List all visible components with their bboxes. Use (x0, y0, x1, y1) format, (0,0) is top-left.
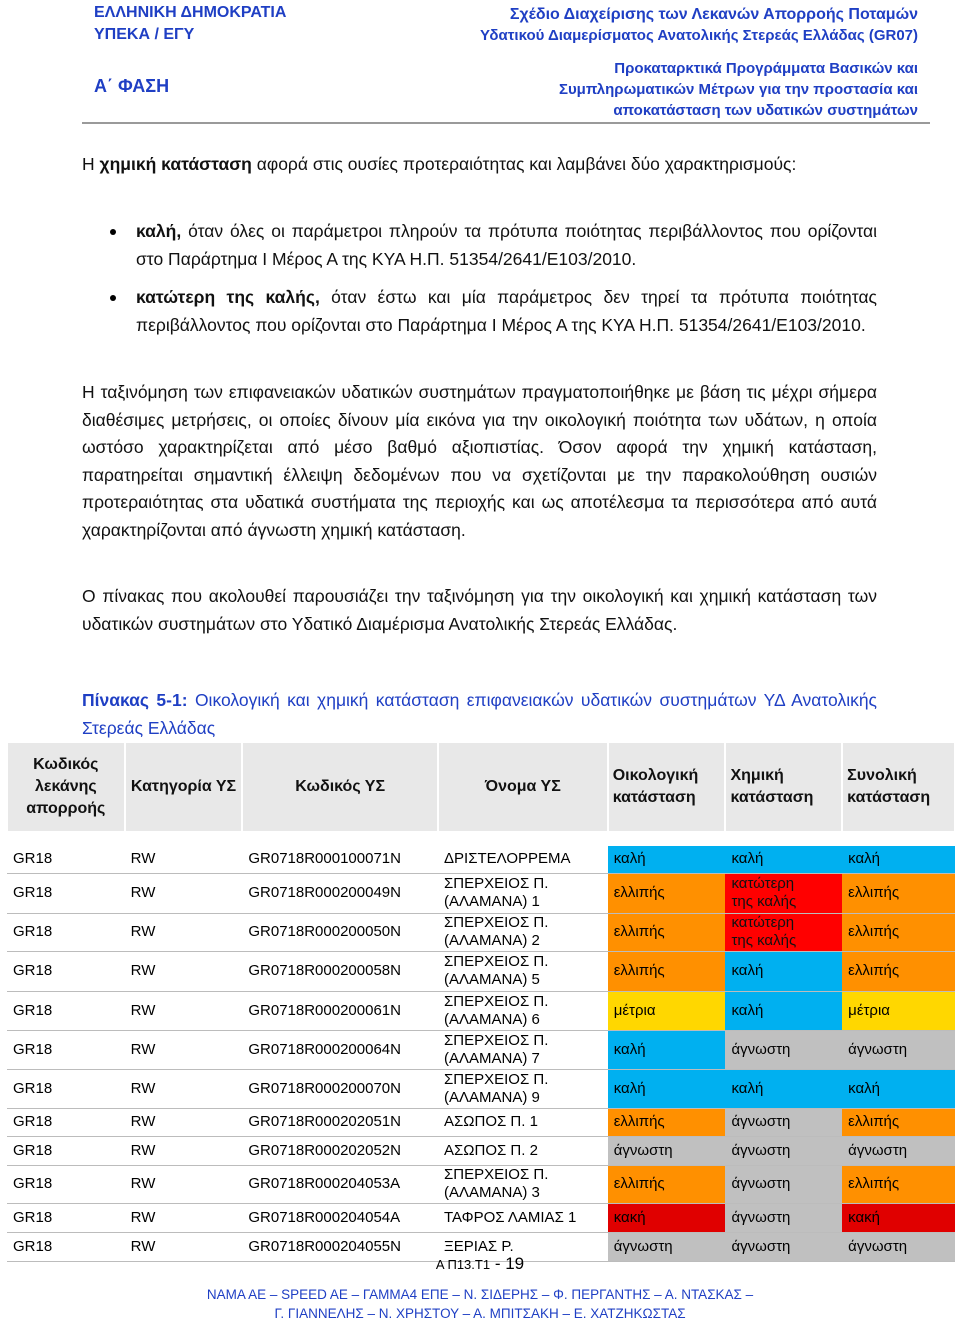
cell-ecological-status: ελλιπής (608, 913, 726, 951)
table-header-row (7, 742, 955, 832)
cell-category: RW (125, 873, 243, 913)
header-divider (82, 122, 930, 124)
col-header-name: Όνομα ΥΣ (438, 742, 608, 832)
table-row (7, 873, 955, 913)
col-header-code: Κωδικός ΥΣ (242, 742, 438, 832)
table-caption: Πίνακας 5-1: Οικολογική και χημική κατάσταση επιφανειακών υδατικών συστημάτων ΥΔ Ανατολικής Στερεάς Ελλάδας (82, 690, 877, 738)
table-row (7, 951, 955, 991)
col-header-ecological: Οικολογική κατάσταση (608, 742, 726, 832)
page-number: Α Π13.Τ1 - 19 (435, 1254, 525, 1273)
cell-basin-code: GR18 (7, 1232, 125, 1261)
cell-water-body-name: ΤΑΦΡΟΣ ΛΑΜΙΑΣ 1 (438, 1203, 608, 1232)
cell-water-body-code: GR0718R000200061N (242, 991, 438, 1030)
status-table (6, 741, 956, 1262)
cell-overall-status: άγνωστη (842, 1136, 955, 1165)
table-row (7, 913, 955, 951)
header-plan-title: Σχέδιο Διαχείρισης των Λεκανών Απορροής Ποταμών (509, 6, 918, 23)
cell-water-body-code: GR0718R000200049N (242, 873, 438, 913)
cell-chemical-status: άγνωστη (725, 1030, 842, 1069)
cell-basin-code: GR18 (7, 873, 125, 913)
header-ministry: ΥΠΕΚΑ / ΕΓΥ (94, 26, 195, 43)
table-row (7, 1165, 955, 1203)
cell-water-body-name: ΑΣΩΠΟΣ Π. 1 (438, 1108, 608, 1136)
header-phase: Α΄ ΦΑΣΗ (94, 76, 170, 96)
cell-category: RW (125, 1203, 243, 1232)
header-section-title: Προκαταρκτικά Προγράμματα Βασικών και Συμπληρωματικών Μέτρων για την προστασία και αποκατάσταση των υδατικών συστημάτων (558, 60, 918, 119)
cell-category: RW (125, 951, 243, 991)
cell-water-body-name: ΔΡΙΣΤΕΛΟΡΡΕΜΑ (438, 846, 608, 873)
cell-chemical-status: καλή (725, 951, 842, 991)
cell-category: RW (125, 1232, 243, 1261)
cell-water-body-code: GR0718R000100071N (242, 846, 438, 873)
cell-water-body-name: ΑΣΩΠΟΣ Π. 2 (438, 1136, 608, 1165)
cell-overall-status: καλή (842, 1069, 955, 1108)
cell-basin-code: GR18 (7, 1108, 125, 1136)
cell-overall-status: μέτρια (842, 991, 955, 1030)
cell-chemical-status: καλή (725, 1069, 842, 1108)
footer-authors-line1: ΝΑΜΑ ΑΕ – SPEED AE – ΓΑΜΜΑ4 ΕΠΕ – Ν. ΣΙΔΕΡΗΣ – Φ. ΠΕΡΓΑΝΤΗΣ – Α. ΝΤΑΣΚΑΣ – (206, 1287, 754, 1302)
cell-chemical-status: άγνωστη (725, 1136, 842, 1165)
cell-chemical-status: κατώτερη της καλής (725, 873, 842, 913)
col-header-overall: Συνολική κατάσταση (842, 742, 955, 832)
cell-overall-status: ελλιπής (842, 913, 955, 951)
col-header-category: Κατηγορία ΥΣ (125, 742, 243, 832)
page-header (82, 0, 930, 124)
cell-basin-code: GR18 (7, 991, 125, 1030)
cell-overall-status: ελλιπής (842, 873, 955, 913)
cell-water-body-code: GR0718R000200070N (242, 1069, 438, 1108)
cell-ecological-status: καλή (608, 1030, 726, 1069)
cell-water-body-code: GR0718R000204054A (242, 1203, 438, 1232)
col-header-basin: Κωδικός λεκάνης απορροής (7, 742, 125, 832)
cell-basin-code: GR18 (7, 951, 125, 991)
cell-water-body-code: GR0718R000204053A (242, 1165, 438, 1203)
cell-category: RW (125, 1165, 243, 1203)
cell-water-body-name: ΣΠΕΡΧΕΙΟΣ Π. (ΑΛΑΜΑΝΑ) 1 (438, 873, 608, 913)
cell-overall-status: άγνωστη (842, 1232, 955, 1261)
cell-ecological-status: ελλιπής (608, 1108, 726, 1136)
cell-basin-code: GR18 (7, 1165, 125, 1203)
cell-water-body-code: GR0718R000200064N (242, 1030, 438, 1069)
header-plan-region: Υδατικού Διαμερίσματος Ανατολικής Στερεάς Ελλάδας (GR07) (479, 27, 918, 44)
cell-category: RW (125, 1030, 243, 1069)
cell-water-body-name: ΣΠΕΡΧΕΙΟΣ Π. (ΑΛΑΜΑΝΑ) 9 (438, 1069, 608, 1108)
col-header-chemical: Χημική κατάσταση (725, 742, 842, 832)
cell-water-body-name: ΣΠΕΡΧΕΙΟΣ Π. (ΑΛΑΜΑΝΑ) 3 (438, 1165, 608, 1203)
cell-chemical-status: άγνωστη (725, 1165, 842, 1203)
cell-ecological-status: μέτρια (608, 991, 726, 1030)
footer-authors-line2: Γ. ΓΙΑΝΝΕΛΗΣ – Ν. ΧΡΗΣΤΟΥ – Α. ΜΠΙΤΣΑΚΗ – Ε. ΧΑΤΖΗΚΩΣΤΑΣ (274, 1306, 686, 1321)
cell-overall-status: κακή (842, 1203, 955, 1232)
table-row (7, 846, 955, 873)
cell-basin-code: GR18 (7, 1136, 125, 1165)
cell-ecological-status: καλή (608, 846, 726, 873)
cell-basin-code: GR18 (7, 913, 125, 951)
cell-chemical-status: άγνωστη (725, 1232, 842, 1261)
cell-basin-code: GR18 (7, 846, 125, 873)
cell-water-body-name: ΣΠΕΡΧΕΙΟΣ Π. (ΑΛΑΜΑΝΑ) 6 (438, 991, 608, 1030)
cell-ecological-status: ελλιπής (608, 951, 726, 991)
cell-category: RW (125, 1108, 243, 1136)
cell-overall-status: καλή (842, 846, 955, 873)
cell-overall-status: άγνωστη (842, 1030, 955, 1069)
cell-chemical-status: άγνωστη (725, 1108, 842, 1136)
cell-water-body-code: GR0718R000200050N (242, 913, 438, 951)
cell-category: RW (125, 991, 243, 1030)
cell-water-body-code: GR0718R000202052N (242, 1136, 438, 1165)
cell-chemical-status: καλή (725, 991, 842, 1030)
cell-ecological-status: άγνωστη (608, 1136, 726, 1165)
cell-overall-status: ελλιπής (842, 1165, 955, 1203)
cell-ecological-status: ελλιπής (608, 873, 726, 913)
cell-category: RW (125, 1069, 243, 1108)
cell-category: RW (125, 846, 243, 873)
table-body (7, 846, 955, 1261)
paragraph-classification: Η ταξινόμηση των επιφανειακών υδατικών συστημάτων πραγματοποιήθηκε με βάση τις μέχρι σήμερα διαθέσιμες μετρήσεις, οι οποίες δίνουν μία εικόνα για την οικολογική ποιότητα των υδάτων, η οποία ωστόσο χαρακτηρίζεται από μέσο βαθμό αξιοπιστίας. Όσον αφορά την χημική κατάσταση, παρατηρείται σημαντική έλλειψη δεδομένων που να σχετίζονται με την παρακολούθηση ουσιών προτεραιότητας στα υδατικά συστήματα της περιοχής και ως αποτέλεσμα τα περισσότερα από αυτά χαρακτηρίζονται από άγνωστη χημική κατάσταση. (82, 382, 877, 540)
cell-water-body-code: GR0718R000202051N (242, 1108, 438, 1136)
header-country: ΕΛΛΗΝΙΚΗ ΔΗΜΟΚΡΑΤΙΑ (94, 4, 287, 21)
cell-chemical-status: άγνωστη (725, 1203, 842, 1232)
cell-basin-code: GR18 (7, 1069, 125, 1108)
bullet-good: καλή, όταν όλες οι παράμετροι πληρούν τα πρότυπα ποιότητας περιβάλλοντος που ορίζονται στο Παράρτημα Ι Μέρος Α της ΚΥΑ Η.Π. 51354/2641/Ε103/2010. (136, 218, 877, 273)
cell-water-body-name: ΣΠΕΡΧΕΙΟΣ Π. (ΑΛΑΜΑΝΑ) 2 (438, 913, 608, 951)
cell-overall-status: ελλιπής (842, 951, 955, 991)
cell-water-body-name: ΣΠΕΡΧΕΙΟΣ Π. (ΑΛΑΜΑΝΑ) 5 (438, 951, 608, 991)
table-row (7, 1030, 955, 1069)
cell-chemical-status: καλή (725, 846, 842, 873)
cell-water-body-name: ΣΠΕΡΧΕΙΟΣ Π. (ΑΛΑΜΑΝΑ) 7 (438, 1030, 608, 1069)
cell-basin-code: GR18 (7, 1030, 125, 1069)
bullet-dot (110, 229, 116, 235)
bullet-dot (110, 295, 116, 301)
cell-category: RW (125, 1136, 243, 1165)
cell-ecological-status: κακή (608, 1203, 726, 1232)
table-row (7, 1136, 955, 1165)
cell-basin-code: GR18 (7, 1203, 125, 1232)
cell-water-body-name: ΞΕΡΙΑΣ Ρ. (438, 1232, 608, 1261)
cell-water-body-code: GR0718R000204055N (242, 1232, 438, 1261)
table-row (7, 1069, 955, 1108)
cell-ecological-status: καλή (608, 1069, 726, 1108)
cell-ecological-status: άγνωστη (608, 1232, 726, 1261)
paragraph-chemical-status: Η χημική κατάσταση αφορά στις ουσίες προτεραιότητας και λαμβάνει δύο χαρακτηρισμούς: (82, 154, 797, 174)
paragraph-table-intro: Ο πίνακας που ακολουθεί παρουσιάζει την ταξινόμηση για την οικολογική και χημική κατάσταση των υδατικών συστημάτων στο Υδατικό Διαμέρισμα Ανατολικής Στερεάς Ελλάδας. (82, 586, 877, 634)
bullet-below-good: κατώτερη της καλής, όταν έστω και μία παράμετρος δεν τηρεί τα πρότυπα ποιότητας περιβάλλοντος που ορίζονται στο Παράρτημα Ι Μέρος Α της ΚΥΑ Η.Π. 51354/2641/Ε103/2010. (136, 284, 877, 339)
table-row (7, 1203, 955, 1232)
cell-chemical-status: κατώτερη της καλής (725, 913, 842, 951)
cell-ecological-status: ελλιπής (608, 1165, 726, 1203)
table-row (7, 991, 955, 1030)
cell-overall-status: ελλιπής (842, 1108, 955, 1136)
table-row (7, 1108, 955, 1136)
cell-water-body-code: GR0718R000200058N (242, 951, 438, 991)
cell-category: RW (125, 913, 243, 951)
